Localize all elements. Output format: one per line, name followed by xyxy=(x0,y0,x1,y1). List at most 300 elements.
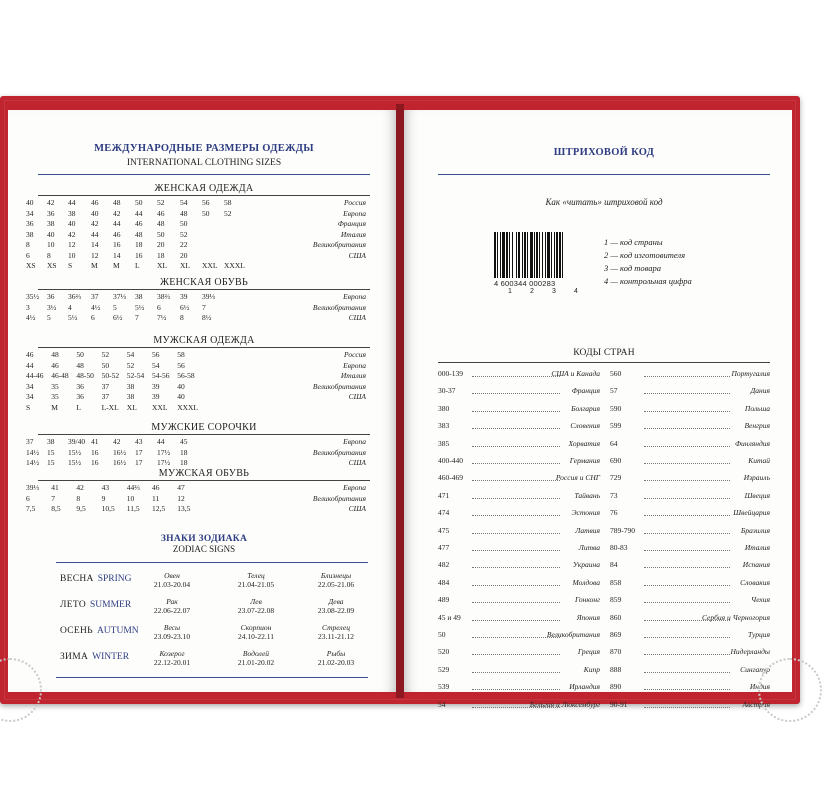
size-cell: 40 xyxy=(47,229,55,239)
barcode-bar xyxy=(551,232,552,278)
dotted-leader xyxy=(472,411,560,412)
country-code-row xyxy=(610,404,770,418)
size-cell: 46 xyxy=(152,483,160,492)
size-cell: 37 xyxy=(101,381,110,391)
size-cell: 52 xyxy=(101,350,110,359)
size-cell: 16½ xyxy=(113,447,127,457)
country-name: Хорватия xyxy=(568,438,600,448)
country-name: Япония xyxy=(576,612,600,622)
dotted-leader xyxy=(644,446,730,447)
size-cell: 38 xyxy=(126,381,135,391)
size-cell: 58 xyxy=(224,198,232,207)
size-cell: 41 xyxy=(91,437,99,446)
size-cell: 37 xyxy=(101,392,110,401)
size-cell: 20 xyxy=(157,240,165,249)
size-cell: XS xyxy=(47,261,57,270)
size-row-label: Европа xyxy=(343,292,366,301)
country-code-row xyxy=(438,647,600,661)
size-cell: XL xyxy=(126,402,137,412)
country-name: Швейцария xyxy=(733,508,770,518)
season-label xyxy=(60,626,139,636)
size-row-label: Европа xyxy=(343,208,366,218)
size-row xyxy=(26,392,366,402)
size-cell: 14 xyxy=(91,240,99,249)
barcode-legend-item: 1 — код страны xyxy=(604,237,663,247)
size-cell: 46 xyxy=(91,198,99,207)
size-cell: 12 xyxy=(68,240,76,249)
dotted-leader xyxy=(644,672,730,673)
size-cell: 38 xyxy=(47,219,55,228)
barcode-bar xyxy=(536,232,538,278)
country-code-row xyxy=(610,386,770,400)
country-code: 57 xyxy=(610,386,618,396)
size-row-label: Великобритания xyxy=(312,240,366,249)
country-code: 45 и 49 xyxy=(438,612,461,622)
dotted-leader xyxy=(472,550,560,551)
size-cell: XS xyxy=(26,261,36,270)
size-cell: 39⅓ xyxy=(26,483,40,492)
country-code: 860 xyxy=(610,612,622,622)
size-cell: 37⅓ xyxy=(113,292,127,301)
country-code: 80-83 xyxy=(610,543,628,552)
size-row xyxy=(26,483,366,493)
size-cell: 8 xyxy=(180,313,184,322)
country-codes-rule xyxy=(438,362,770,363)
size-cell: 39⅓ xyxy=(202,292,216,301)
size-cell: 37 xyxy=(26,437,34,446)
dotted-leader xyxy=(644,602,730,603)
country-name: Кипр xyxy=(583,664,600,674)
size-cell: 17½ xyxy=(157,447,171,457)
country-name: Словакия xyxy=(740,577,770,587)
zodiac-sign xyxy=(132,597,212,615)
size-cell: L-XL xyxy=(101,402,119,412)
size-cell: 8,5 xyxy=(51,504,61,513)
size-row-label: Великобритания xyxy=(312,381,366,391)
size-cell: 42 xyxy=(68,229,76,239)
country-name: Греция xyxy=(577,647,600,657)
size-cell: 35½ xyxy=(26,292,40,301)
zodiac-sign-dates: 21.04-21.05 xyxy=(237,580,275,589)
size-row xyxy=(26,240,366,250)
zodiac-sign-dates: 22.05-21.06 xyxy=(317,580,355,589)
size-cell: XXL xyxy=(202,261,218,270)
barcode-bar xyxy=(500,232,501,278)
size-row-label: Европа xyxy=(343,360,366,370)
size-row xyxy=(26,382,366,392)
size-cell: 36 xyxy=(76,381,84,391)
country-code-row xyxy=(610,508,770,522)
size-cell: 42 xyxy=(47,198,55,207)
country-code-row xyxy=(610,578,770,592)
zodiac-sign-dates: 23.09-23.10 xyxy=(153,632,191,641)
country-code-row xyxy=(438,560,600,574)
size-cell: 5½ xyxy=(135,302,145,312)
size-row-label: Россия xyxy=(344,198,366,207)
size-cell: 35 xyxy=(51,392,59,401)
size-cell: 15 xyxy=(47,447,55,457)
size-cell: 14 xyxy=(113,250,121,260)
size-cell: 10 xyxy=(68,250,76,260)
country-name: Китай xyxy=(748,456,770,465)
country-code-row xyxy=(610,613,770,627)
size-cell: 44 xyxy=(91,229,99,239)
zodiac-sign-dates: 23.07-22.08 xyxy=(237,606,275,615)
size-cell: 6 xyxy=(26,250,30,260)
country-code: 539 xyxy=(438,682,450,692)
right-page-header xyxy=(438,110,770,175)
size-cell: 34 xyxy=(26,208,34,218)
country-name: Израиль xyxy=(743,473,770,483)
size-cell: 16½ xyxy=(113,458,127,467)
country-code-row xyxy=(438,595,600,609)
country-code: 400-440 xyxy=(438,456,463,465)
size-row-label: Европа xyxy=(343,483,366,492)
size-row xyxy=(26,292,366,302)
size-cell: 16 xyxy=(113,240,121,249)
country-code-row xyxy=(610,647,770,661)
size-cell: 44 xyxy=(135,208,143,218)
zodiac-sign xyxy=(216,623,296,641)
country-code-row xyxy=(438,630,600,644)
size-row xyxy=(26,303,366,313)
dotted-leader xyxy=(472,393,560,394)
barcode-bar xyxy=(524,232,526,278)
size-cell: 40 xyxy=(177,381,185,391)
size-cell: 54 xyxy=(152,360,160,370)
country-name: Бразилия xyxy=(740,525,770,535)
country-code-row xyxy=(438,421,600,435)
country-name: США и Канада xyxy=(551,369,600,378)
size-cell: 17 xyxy=(135,447,143,457)
dotted-leader xyxy=(644,550,730,551)
zodiac-sign-dates: 21.01-20.02 xyxy=(237,658,275,667)
zodiac-sign xyxy=(132,649,212,667)
size-row-label: США xyxy=(348,313,366,322)
country-code-row xyxy=(610,421,770,435)
size-cell: 13,5 xyxy=(177,504,191,513)
dotted-leader xyxy=(644,428,730,429)
size-cell: 5 xyxy=(47,313,51,322)
size-row xyxy=(26,371,366,381)
zodiac-sign-name: Дева xyxy=(328,597,344,606)
size-cell: 6 xyxy=(26,493,30,503)
country-code-row xyxy=(610,491,770,505)
country-code: 869 xyxy=(610,630,622,639)
size-cell: 12 xyxy=(177,493,185,503)
zodiac-sign-dates: 23.11-21.12 xyxy=(318,632,354,641)
zodiac-sign-name: Близнецы xyxy=(320,571,352,580)
size-cell: 48 xyxy=(51,350,59,359)
country-name: Польша xyxy=(744,403,770,413)
zodiac-sign-name: Рак xyxy=(166,597,178,606)
size-row xyxy=(26,437,366,447)
country-code-row xyxy=(610,456,770,470)
size-cell: 52 xyxy=(224,208,232,218)
barcode-subtitle: Как «читать» штриховой код xyxy=(545,197,663,207)
size-cell: 46 xyxy=(113,229,121,239)
country-name: Эстония xyxy=(571,508,600,518)
size-cell: 46 xyxy=(157,208,165,218)
size-cell: 34 xyxy=(26,392,34,401)
size-row-label: Франция xyxy=(337,219,366,228)
size-cell: 40 xyxy=(91,208,99,218)
country-name: Австрия xyxy=(742,699,770,709)
size-cell: 7 xyxy=(51,493,55,503)
dotted-leader xyxy=(644,707,730,708)
country-name: Молдова xyxy=(572,577,600,587)
size-cell: 54 xyxy=(126,350,135,359)
size-cell: 14½ xyxy=(26,458,40,467)
dotted-leader xyxy=(472,428,560,429)
country-code: 475 xyxy=(438,525,450,535)
country-code: 890 xyxy=(610,682,622,692)
dotted-leader xyxy=(644,637,730,638)
country-code-row xyxy=(610,630,770,644)
size-cell: 36 xyxy=(47,292,55,301)
season-name-ru: ЛЕТО xyxy=(60,600,86,610)
dotted-leader xyxy=(644,567,730,568)
size-cell: 38⅔ xyxy=(157,292,171,301)
country-name: Латвия xyxy=(575,525,600,535)
zodiac-sign-name: Овен xyxy=(164,571,180,580)
country-code: 471 xyxy=(438,490,450,500)
country-name: Индия xyxy=(749,682,770,692)
size-cell: 20 xyxy=(180,250,188,260)
size-cell: 44⅔ xyxy=(126,483,140,492)
size-cell: 56 xyxy=(152,350,160,359)
zodiac-title-en: ZODIAC SIGNS xyxy=(172,544,236,554)
country-code: 54 xyxy=(438,699,446,709)
country-code: 64 xyxy=(610,438,618,448)
size-cell: 37 xyxy=(91,292,99,301)
size-cell: L xyxy=(76,402,81,412)
size-row-label: США xyxy=(348,392,366,401)
country-code: 380 xyxy=(438,403,450,413)
zodiac-sign xyxy=(296,623,376,641)
country-code-row xyxy=(610,595,770,609)
size-cell: 52 xyxy=(126,360,135,370)
size-cell: 56 xyxy=(177,360,185,370)
country-code: 385 xyxy=(438,438,450,448)
country-code-row xyxy=(438,369,600,383)
size-cell: 4 xyxy=(68,302,72,312)
size-cell: 36 xyxy=(26,219,34,228)
country-code-row xyxy=(438,456,600,470)
size-cell: 56 xyxy=(202,198,210,207)
barcode-bar xyxy=(502,232,505,278)
size-row xyxy=(26,251,366,261)
barcode-index-digit: 2 xyxy=(530,288,534,295)
left-page-header xyxy=(38,110,370,175)
size-row-label: Россия xyxy=(344,350,366,359)
size-cell: 46 xyxy=(135,219,143,228)
season-name-en: AUTUMN xyxy=(96,626,139,636)
zodiac-sign xyxy=(132,571,212,589)
zodiac-sign-name: Телец xyxy=(247,571,265,580)
country-code-row xyxy=(438,665,600,679)
size-cell: 56-58 xyxy=(177,371,195,380)
size-cell: 54-56 xyxy=(152,371,170,380)
size-cell: 8½ xyxy=(202,313,212,322)
size-cell: 38 xyxy=(68,208,76,218)
dotted-leader xyxy=(472,376,560,377)
size-cell: 46-48 xyxy=(51,371,69,380)
country-code: 460-469 xyxy=(438,473,463,483)
dotted-leader xyxy=(472,463,560,464)
season-name-en: SUMMER xyxy=(89,600,132,610)
barcode-bar xyxy=(518,232,520,278)
size-cell: 44 xyxy=(26,360,34,370)
country-name: Чехия xyxy=(751,595,770,605)
country-code: 529 xyxy=(438,664,450,674)
size-cell: 46 xyxy=(51,360,59,370)
country-name: Турция xyxy=(748,630,770,639)
clothing-sizes-title-en: INTERNATIONAL CLOTHING SIZES xyxy=(126,158,282,168)
size-cell: 50 xyxy=(202,208,210,218)
country-code: 859 xyxy=(610,595,622,605)
size-cell: 5½ xyxy=(68,313,78,322)
size-cell: 35 xyxy=(51,381,59,391)
season-name-en: WINTER xyxy=(92,652,130,662)
size-cell: 58 xyxy=(177,350,185,359)
country-name: Ирландия xyxy=(569,682,600,692)
country-name: Украина xyxy=(572,560,600,570)
barcode-title: ШТРИХОВОЙ КОД xyxy=(553,147,655,158)
size-cell: 15½ xyxy=(68,447,82,457)
size-cell: 4½ xyxy=(26,313,36,322)
barcode-bar xyxy=(530,232,533,278)
country-code: 73 xyxy=(610,490,618,500)
size-cell: 41 xyxy=(51,483,59,492)
zodiac-sign xyxy=(296,649,376,667)
size-cell: 38 xyxy=(47,437,55,446)
size-cell: XXXL xyxy=(224,261,245,270)
zodiac-table xyxy=(56,562,368,678)
country-name: Литва xyxy=(578,543,600,552)
size-row xyxy=(26,494,366,504)
country-code: 789-790 xyxy=(610,525,635,535)
country-code-row xyxy=(610,543,770,557)
zodiac-sign xyxy=(296,597,376,615)
size-cell: 38 xyxy=(126,392,135,401)
dotted-leader xyxy=(472,689,560,690)
size-row-label: Италия xyxy=(340,371,366,380)
size-cell: 43 xyxy=(101,483,110,492)
size-cell: 8 xyxy=(76,493,81,503)
dotted-leader xyxy=(472,533,560,534)
barcode-bar xyxy=(545,232,546,278)
size-cell: 6½ xyxy=(113,313,123,322)
country-code-row xyxy=(610,682,770,696)
barcode-legend xyxy=(604,236,692,288)
size-cell: 6 xyxy=(91,313,95,322)
size-cell: 44 xyxy=(68,198,76,207)
size-cell: 44 xyxy=(113,219,121,228)
size-cell: 9 xyxy=(101,493,106,503)
barcode-legend-item: 3 — код товара xyxy=(604,263,662,273)
size-cell: 11 xyxy=(152,493,160,503)
dotted-leader xyxy=(644,585,730,586)
dotted-leader xyxy=(644,376,730,377)
size-cell: 22 xyxy=(180,240,188,249)
size-cell: XL xyxy=(180,261,190,270)
country-name: Бельгия и Люксембург xyxy=(529,699,600,709)
barcode-bar xyxy=(497,232,498,278)
size-cell: 6 xyxy=(157,302,161,312)
barcode-bar xyxy=(494,232,496,278)
barcode-bar xyxy=(506,232,508,278)
barcode-index-digit: 3 xyxy=(552,288,556,295)
size-row xyxy=(26,504,366,514)
country-code: 888 xyxy=(610,664,622,674)
country-code: 729 xyxy=(610,473,622,483)
country-code: 477 xyxy=(438,543,450,552)
size-cell: 42 xyxy=(113,437,121,446)
size-cell: 40 xyxy=(177,392,185,401)
size-section-title: ЖЕНСКАЯ ОДЕЖДА xyxy=(38,183,370,196)
size-cell: 48 xyxy=(76,360,84,370)
size-cell: S xyxy=(26,402,31,412)
country-name: Сингапур xyxy=(740,664,770,674)
country-name: Нидерланды xyxy=(730,647,770,657)
size-row xyxy=(26,219,366,229)
size-cell: 7½ xyxy=(157,313,167,322)
zodiac-sign-dates: 22.12-20.01 xyxy=(153,658,191,667)
size-cell: 38 xyxy=(135,292,143,301)
size-cell: 42 xyxy=(76,483,84,492)
country-code-row xyxy=(610,665,770,679)
size-cell: 18 xyxy=(135,240,143,249)
size-cell: 50 xyxy=(180,219,188,228)
country-code: 520 xyxy=(438,647,450,657)
size-cell: 5 xyxy=(113,302,117,312)
size-cell: 3½ xyxy=(47,302,57,312)
size-cell: M xyxy=(51,402,58,412)
season-name-ru: ОСЕНЬ xyxy=(60,626,93,636)
size-row xyxy=(26,261,366,271)
size-cell: 16 xyxy=(91,447,99,457)
size-cell: 50 xyxy=(101,360,110,370)
barcode-bar xyxy=(512,232,513,278)
size-cell: 42 xyxy=(113,208,121,218)
zodiac-sign-name: Весы xyxy=(163,623,181,632)
country-code-row xyxy=(438,682,600,696)
country-code: 599 xyxy=(610,421,622,431)
size-section-title: МУЖСКАЯ ОДЕЖДА xyxy=(38,335,370,348)
size-cell: 12,5 xyxy=(152,504,166,513)
country-name: Дания xyxy=(750,386,770,396)
zodiac-sign-name: Скорпион xyxy=(240,623,272,632)
size-section-title: ЖЕНСКАЯ ОБУВЬ xyxy=(38,277,370,290)
country-code: 590 xyxy=(610,403,622,413)
country-code: 482 xyxy=(438,560,450,570)
zodiac-sign xyxy=(216,597,296,615)
country-code: 76 xyxy=(610,508,618,518)
barcode-bar xyxy=(522,232,523,278)
size-cell: 48 xyxy=(157,219,165,228)
size-cell: 36 xyxy=(47,208,55,218)
country-code-row xyxy=(438,543,600,557)
zodiac-title xyxy=(38,534,370,554)
country-code: 690 xyxy=(610,456,622,465)
dotted-leader xyxy=(644,654,730,655)
size-row xyxy=(26,403,366,413)
size-cell: 48 xyxy=(180,208,188,218)
size-cell: 52 xyxy=(157,198,165,207)
country-code-row xyxy=(610,439,770,453)
country-code: 30-37 xyxy=(438,386,456,396)
